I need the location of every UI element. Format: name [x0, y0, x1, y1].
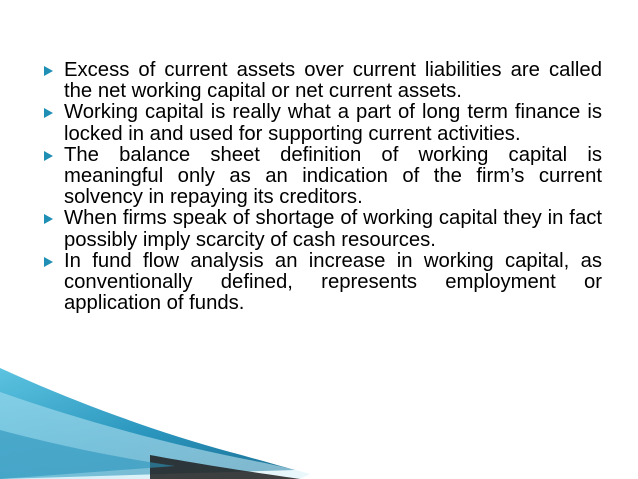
bullet-text: In fund flow analysis an increase in working capital, as conventionally defined, represents employment or application of funds.	[64, 249, 602, 315]
bullet-item	[38, 60, 602, 102]
bullet-list	[38, 60, 602, 314]
triangle-bullet-icon	[44, 151, 53, 161]
bullet-text: Working capital is really what a part of long term finance is locked in and used for supporting current activities.	[64, 101, 602, 145]
bullet-text: When firms speak of shortage of working capital they in fact possibly imply scarcity of cash resources.	[64, 207, 602, 251]
triangle-bullet-icon	[44, 108, 53, 118]
bullet-item	[38, 251, 602, 315]
triangle-bullet-icon	[44, 66, 53, 76]
triangle-bullet-icon	[44, 214, 53, 224]
triangle-bullet-icon	[44, 257, 53, 267]
bullet-item	[38, 208, 602, 250]
bullet-text: The balance sheet definition of working capital is meaningful only as an indication of the firm’s current solvency in repaying its creditors.	[64, 143, 602, 209]
bullet-text: Excess of current assets over current liabilities are called the net working capital or net current assets.	[64, 59, 602, 103]
bullet-item	[38, 145, 602, 209]
bullet-item	[38, 102, 602, 144]
